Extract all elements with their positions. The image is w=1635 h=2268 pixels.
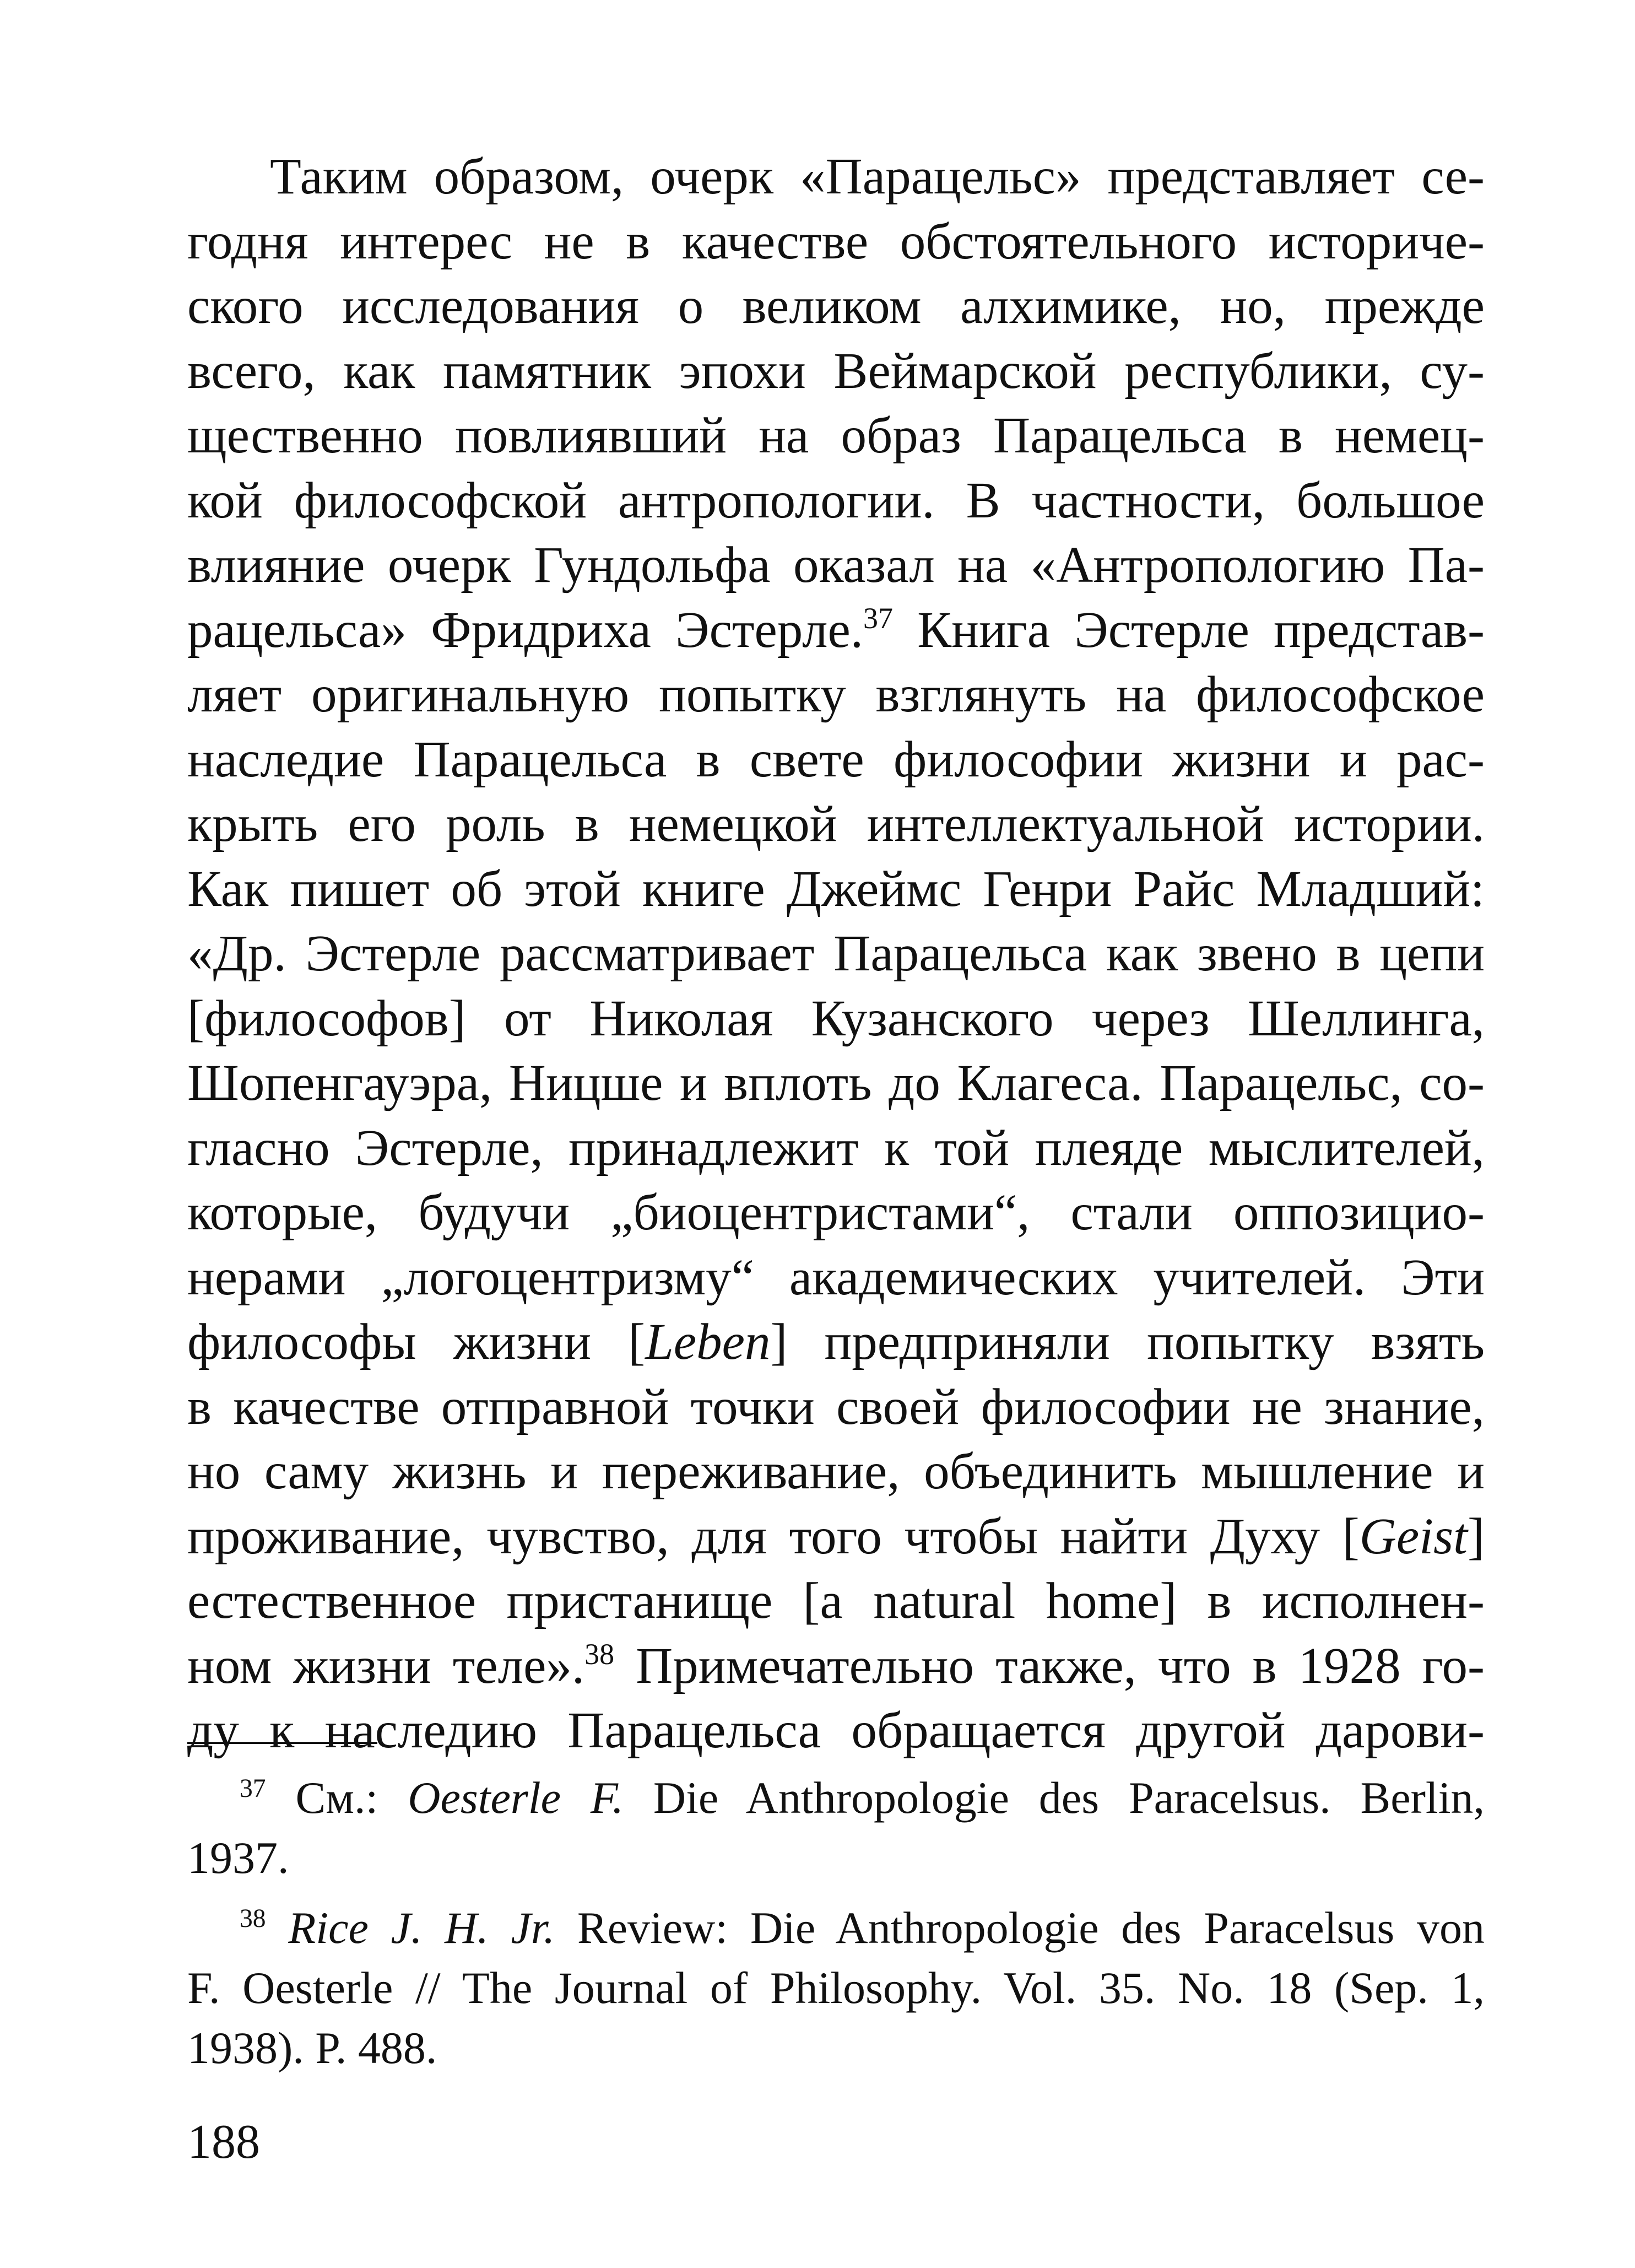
footnote-37 (187, 1768, 1485, 1888)
text-fragment (266, 1903, 289, 1953)
text-fragment: проживание, чувство, для того чтобы найти Духу [ (187, 1508, 1360, 1565)
text-line: в качестве отправной точки своей философии не знание, (187, 1378, 1485, 1435)
text-line (187, 1634, 1485, 1699)
footnote-line: 1937. (187, 1833, 289, 1883)
footnote-line: F. Oesterle // The Journal of Philosophy. Vol. 35. No. 18 (Sep. 1, (187, 1963, 1485, 2013)
text-fragment: философы жизни [ (187, 1314, 646, 1370)
text-line: влияние очерк Гундольфа оказал на «Антропологию Па- (187, 537, 1485, 593)
text-line: всего, как памятник эпохи Веймарской республики, су- (187, 342, 1485, 399)
text-line: ского исследования о великом алхимике, но, прежде (187, 278, 1485, 334)
text-fragment: См.: (266, 1773, 408, 1823)
footnote-line (187, 1898, 1485, 1958)
text-line: нерами „логоцентризму“ академических учителей. Эти (187, 1249, 1485, 1306)
footnote-number: 38 (240, 1904, 266, 1933)
text-fragment: Книга Эстерле представ- (892, 601, 1485, 658)
footnote-reference: 38 (584, 1638, 615, 1671)
text-line: но саму жизнь и переживание, объединить мышление и (187, 1443, 1485, 1500)
author-name: Oesterle F. (408, 1773, 624, 1823)
text-line: Таким образом, очерк «Парацельс» представляет се- (270, 148, 1485, 205)
text-fragment: Примечательно также, что в 1928 го- (614, 1637, 1485, 1694)
text-fragment: ] предприняли попытку взять (770, 1314, 1485, 1370)
text-fragment: Review: Die Anthropologie des Paracelsus von (555, 1903, 1485, 1953)
text-fragment: Die Anthropologie des Paracelsus. Berlin, (623, 1773, 1485, 1823)
text-line (187, 1504, 1485, 1569)
italic-term: Geist (1359, 1508, 1468, 1565)
footnote-line: 1938). P. 488. (187, 2023, 437, 2073)
footnote-number: 37 (240, 1774, 266, 1803)
text-fragment: рацельса» Фридриха Эстерле. (187, 601, 863, 658)
text-line: ляет оригинальную попытку взглянуть на философское (187, 666, 1485, 723)
author-name: Rice J. H. Jr. (288, 1903, 555, 1953)
footnote-separator (187, 1742, 377, 1744)
footnote-line (187, 1768, 1485, 1828)
page-number: 188 (187, 2115, 260, 2169)
text-line: «Др. Эстерле рассматривает Парацельса как звено в цепи (187, 925, 1485, 982)
text-fragment: ном жизни теле». (187, 1637, 585, 1694)
text-line: крыть его роль в немецкой интеллектуальной истории. (187, 796, 1485, 852)
text-line: которые, будучи „биоцентристами“, стали оппозицио- (187, 1184, 1485, 1241)
footnote-reference: 37 (863, 602, 893, 635)
text-line: естественное пристанище [a natural home] в исполнен- (187, 1573, 1485, 1629)
footnote-38 (187, 1898, 1485, 2078)
text-line: годня интерес не в качестве обстоятельного историче- (187, 213, 1485, 270)
text-line (187, 598, 1485, 663)
text-line: наследие Парацельса в свете философии жизни и рас- (187, 731, 1485, 788)
footnote-gap (187, 1888, 1485, 1898)
text-line: кой философской антропологии. В частности, большое (187, 472, 1485, 529)
footnotes (187, 1768, 1485, 2078)
italic-term: Leben (645, 1314, 771, 1370)
text-line (187, 1310, 1485, 1375)
text-line: [философов] от Николая Кузанского через Шеллинга, (187, 990, 1485, 1047)
text-line: Шопенгауэра, Ницше и вплоть до Клагеса. Парацельс, со- (187, 1055, 1485, 1111)
text-fragment: ] (1468, 1508, 1485, 1565)
main-text (187, 144, 1485, 1763)
text-line: ду к наследию Парацельса обращается другой дарови- (187, 1702, 1485, 1759)
text-line: щественно повлиявший на образ Парацельса в немец- (187, 407, 1485, 464)
text-line: Как пишет об этой книге Джеймс Генри Райс Младший: (187, 860, 1485, 917)
text-line: гласно Эстерле, принадлежит к той плеяде мыслителей, (187, 1119, 1485, 1176)
